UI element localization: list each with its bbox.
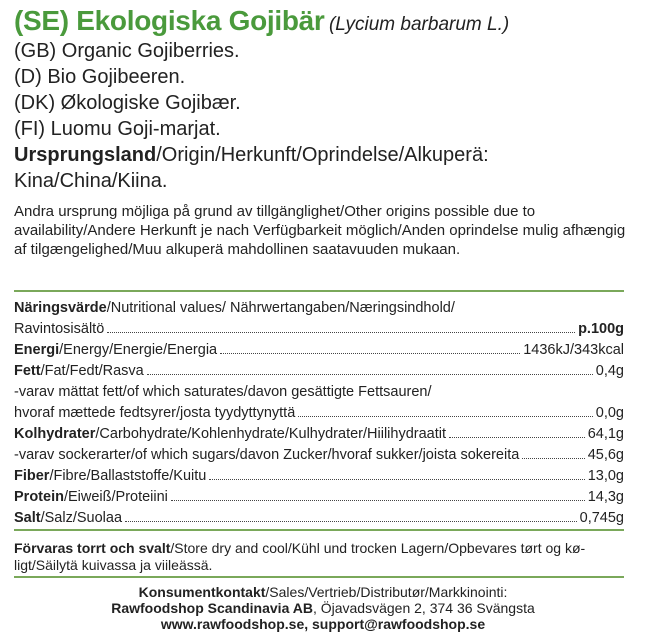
divider-top (14, 290, 624, 292)
row-salt (14, 508, 624, 529)
row-energy (14, 340, 624, 361)
divider-bottom (14, 576, 624, 578)
protein-value: 14,3g (587, 489, 624, 505)
salt-label-bold: Salt (14, 510, 41, 526)
leader-dots (171, 499, 585, 501)
nutrition-header-row (14, 319, 624, 340)
title-line (14, 4, 634, 38)
storage-bold: Förvaras torrt och svalt (14, 540, 171, 556)
leader-dots (209, 478, 584, 480)
latin-name: (Lycium barbarum L.) (328, 14, 510, 35)
nutrition-table (14, 298, 624, 529)
lang-fi: (FI) Luomu Goji-marjat. (14, 118, 221, 140)
lang-gb: (GB) Organic Gojiberries. (14, 40, 240, 62)
row-saturates (14, 403, 624, 424)
storage-instructions (14, 540, 624, 574)
leader-dots (125, 520, 577, 522)
leader-dots (147, 373, 593, 375)
protein-label-bold: Protein (14, 489, 64, 505)
fat-label-rest: /Fat/Fedt/Rasva (40, 363, 144, 379)
salt-value: 0,745g (579, 510, 624, 526)
sugars-value: 45,6g (587, 447, 624, 463)
contact-block (0, 584, 646, 632)
fat-value: 0,4g (595, 363, 624, 379)
contact-line1 (0, 584, 646, 600)
energy-label-bold: Energi (14, 342, 60, 358)
sugars-label: -varav sockerarter/of which sugars/davon Zucker/hvoraf sukker/joista sokereita (14, 447, 520, 463)
nutrition-header-line2: Ravintosisältö (14, 321, 105, 337)
carbs-label-rest: /Carbohydrate/Kohlenhydrate/Kulhydrater/Hiilihydraatit (95, 426, 446, 442)
saturates-line2: hvoraf mættede fedtsyrer/josta tyydyttynyttä (14, 405, 296, 421)
contact-web-email: www.rawfoodshop.se, support@rawfoodshop.se (160, 616, 486, 632)
lang-de: (D) Bio Gojibeeren. (14, 66, 186, 88)
fiber-label-rest: /Fibre/Ballaststoffe/Kuitu (49, 468, 207, 484)
origin-value: Kina/China/Kiina. (14, 170, 168, 192)
per-100g: p.100g (578, 321, 624, 337)
leader-dots (449, 436, 585, 438)
nutrition-header-rest: /Nutritional values/ Nährwertangaben/Næringsindhold/ (106, 300, 455, 316)
row-carbs (14, 424, 624, 445)
energy-value: 1436kJ/343kcal (523, 342, 624, 358)
row-protein (14, 487, 624, 508)
carbs-value: 64,1g (587, 426, 624, 442)
energy-label-rest: /Energy/Energie/Energia (59, 342, 218, 358)
leader-dots (298, 415, 593, 417)
origin-label (14, 142, 634, 168)
salt-label-rest: /Salz/Suolaa (40, 510, 123, 526)
contact-line2 (0, 600, 646, 616)
company-address: , Öjavadsvägen 2, 374 36 Svängsta (312, 600, 535, 616)
contact-line3 (0, 616, 646, 632)
leader-dots (107, 331, 575, 333)
lang-dk: (DK) Økologiske Gojibær. (14, 92, 241, 114)
origin-note: Andra ursprung möjliga på grund av tillgänglighet/Other origins possible due to availability/Andere Herkunft je nach Verfügbarkeit möglich/Anden oprindelse mulig afhængig af tilgængelighed/Muu alkuperä mahdollinen saatavuuden mukaan. (14, 203, 626, 258)
carbs-label-bold: Kolhydrater (14, 426, 96, 442)
contact-line1-rest: /Sales/Vertrieb/Distributør/Markkinointi: (265, 584, 508, 600)
leader-dots (220, 352, 520, 354)
contact-line1-bold: Konsumentkontakt (138, 584, 266, 600)
product-header (14, 4, 634, 259)
storage-rest: /Store dry and cool/Kühl und trocken Lagern/Opbevares tørt og kø-ligt/Säilytä kuivassa ja viileässä. (14, 540, 586, 573)
fiber-label-bold: Fiber (14, 468, 50, 484)
origin-label-bold: Ursprungsland (14, 144, 157, 166)
row-fiber (14, 466, 624, 487)
row-sugars (14, 445, 624, 466)
company-name: Rawfoodshop Scandinavia AB (111, 600, 313, 616)
saturates-line1: -varav mättat fett/of which saturates/davon gesättigte Fettsauren/ (14, 384, 432, 400)
nutrition-header-bold: Näringsvärde (14, 300, 107, 316)
protein-label-rest: /Eiweiß/Proteiini (63, 489, 168, 505)
product-title: (SE) Ekologiska Gojibär (14, 5, 325, 36)
divider-middle (14, 529, 624, 531)
saturates-value: 0,0g (595, 405, 624, 421)
nutrition-header (14, 298, 624, 319)
fat-label-bold: Fett (14, 363, 41, 379)
origin-label-rest: /Origin/Herkunft/Oprindelse/Alkuperä: (156, 144, 489, 166)
row-fat (14, 361, 624, 382)
fiber-value: 13,0g (587, 468, 624, 484)
leader-dots (522, 457, 584, 459)
